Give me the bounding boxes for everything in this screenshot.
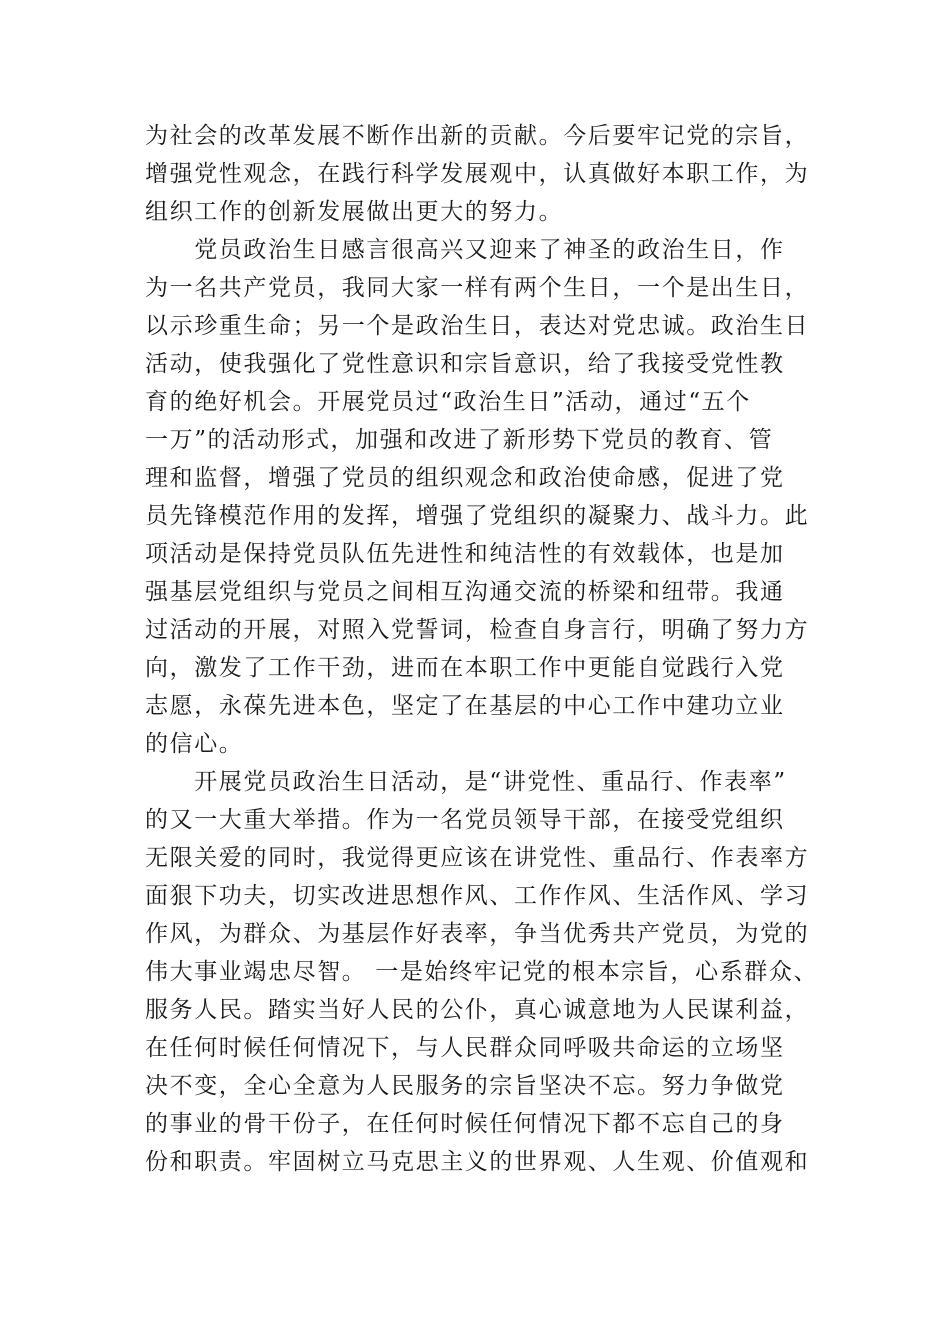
text-line: 无限关爱的同时，我觉得更应该在讲党性、重品行、作表率方 [145,845,810,871]
text-line: 员先锋模范作用的发挥，增强了党组织的凝聚力、战斗力。此 [145,503,810,529]
body-text [145,117,819,1181]
text-line: 以示珍重生命；另一个是政治生日，表达对党忠诚。政治生日 [145,313,810,339]
text-line: 活动，使我强化了党性意识和宗旨意识，给了我接受党性教 [145,351,785,377]
text-line: 增强党性观念，在践行科学发展观中，认真做好本职工作，为 [145,161,810,187]
text-line: 的信心。 [145,731,244,757]
text-line: 在任何时候任何情况下，与人民群众同呼吸共命运的立场坚 [145,1035,785,1061]
text-line: 作风，为群众、为基层作好表率，争当优秀共产党员，为党的 [145,921,810,947]
text-line: 组织工作的创新发展做出更大的努力。 [145,199,564,225]
text-line: 的事业的骨干份子，在任何时候任何情况下都不忘自己的身 [145,1111,785,1137]
text-line: 党员政治生日感言很高兴又迎来了神圣的政治生日，作 [145,237,785,263]
text-line: 的又一大重大举措。作为一名党员领导干部，在接受党组织 [145,807,785,833]
text-line: 项活动是保持党员队伍先进性和纯洁性的有效载体，也是加 [145,541,785,567]
text-line: 服务人民。踏实当好人民的公仆，真心诚意地为人民谋利益， [145,997,810,1023]
text-line: 理和监督，增强了党员的组织观念和政治使命感，促进了党 [145,465,785,491]
text-line: 向，激发了工作干劲，进而在本职工作中更能自觉践行入党 [145,655,785,681]
text-line: 伟大事业竭忠尽智。 一是始终牢记党的根本宗旨，心系群众、 [145,959,819,985]
text-line: 面狠下功夫，切实改进思想作风、工作作风、生活作风、学习 [145,883,810,909]
text-line: 为社会的改革发展不断作出新的贡献。今后要牢记党的宗旨， [145,123,810,149]
text-line: 强基层党组织与党员之间相互沟通交流的桥梁和纽带。我通 [145,579,785,605]
text-line: 一万”的活动形式，加强和改进了新形势下党员的教育、管 [145,427,774,453]
text-line: 份和职责。牢固树立马克思主义的世界观、人生观、价值观和 [145,1149,810,1175]
text-line: 开展党员政治生日活动，是“讲党性、重品行、作表率” [145,769,787,795]
text-line: 决不变，全心全意为人民服务的宗旨坚决不忘。努力争做党 [145,1073,785,1099]
text-line: 志愿，永葆先进本色，坚定了在基层的中心工作中建功立业 [145,693,785,719]
text-line: 过活动的开展，对照入党誓词，检查自身言行，明确了努力方 [145,617,810,643]
text-line: 育的绝好机会。开展党员过“政治生日”活动，通过“五个 [145,389,751,415]
text-line: 为一名共产党员，我同大家一样有两个生日，一个是出生日， [145,275,810,301]
